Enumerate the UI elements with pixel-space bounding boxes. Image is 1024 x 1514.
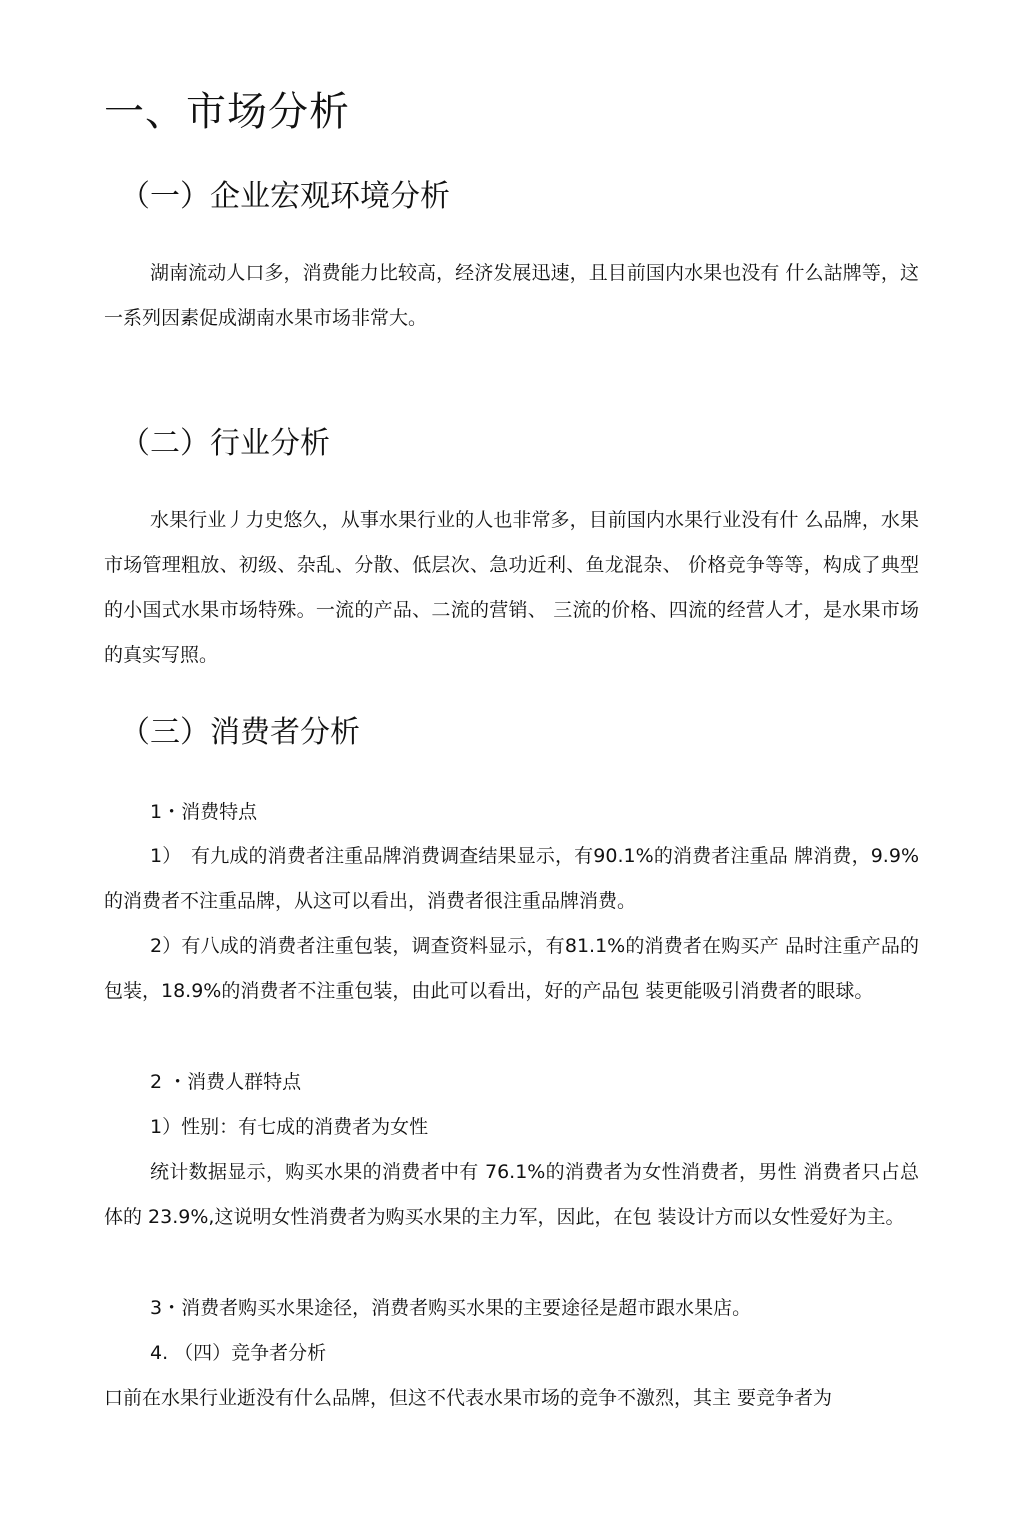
consumer-point1: 1） 有九成的消费者注重品牌消费调查结果显示，有90.1%的消费者注重品 牌消费，9.9%的消费者不注重品牌，从这可以看出，消费者很注重品牌消费。 (104, 845, 919, 912)
macro-paragraph: 湖南流动人口多，消费能力比较高，经济发展迅速，且目前国内水果也没有 什么詁牌等，这一系列因素促成湖南水果市场非常大。 (104, 262, 919, 329)
industry-paragraph: 水果行业丿力史悠久，从事水果行业的人也非常多，目前国内水果行业没有什 么品牌，水果市场管理粗放、初级、杂乱、分散、低层次、急功近利、鱼龙混杂、 价格竞争等等，构成了典型的小国式水果市场特殊。一流的产品、二流的营销、 三流的价格、四流的经营人才，是水果市场的真实写照。 (104, 509, 919, 666)
consumer-sub3: 3・消费者购买水果途径，消费者购买水果的主要途径是超市跟水果店。 (150, 1297, 752, 1319)
consumer-sub1-title: 1・消费特点 (150, 801, 258, 823)
gender-paragraph: 统计数据显示，购买水果的消费者中有 76.1%的消费者为女性消费者，男性 消费者只占总体的 23.9%,这说明女性消费者为购买水果的主力军，因此，在包 装设计方而以女性爱好为主。 (104, 1161, 919, 1228)
consumer-heading: （三）消费者分析 (120, 715, 360, 750)
macro-heading: （一）企业宏观环境分析 (120, 179, 450, 214)
industry-heading: （二）行业分析 (120, 426, 330, 461)
consumer-sub2-title: 2 ・消费人群特点 (150, 1071, 302, 1093)
consumer-sub4: 4. （四）竞争者分析 (150, 1342, 327, 1364)
gender-title: 1）性别：有七成的消费者为女性 (150, 1116, 429, 1138)
section-title: 一、市场分析 (104, 89, 350, 135)
competitor-line: 口前在水果行业逝没有什么品牌，但这不代表水果市场的竞争不激烈，其主 要竞争者为 (104, 1387, 833, 1409)
consumer-point2: 2）有八成的消费者注重包装，调查资料显示，有81.1%的消费者在购买产 品时注重产品的包装，18.9%的消费者不注重包装，由此可以看出，好的产品包 装更能吸引消费者的眼球。 (104, 935, 919, 1002)
